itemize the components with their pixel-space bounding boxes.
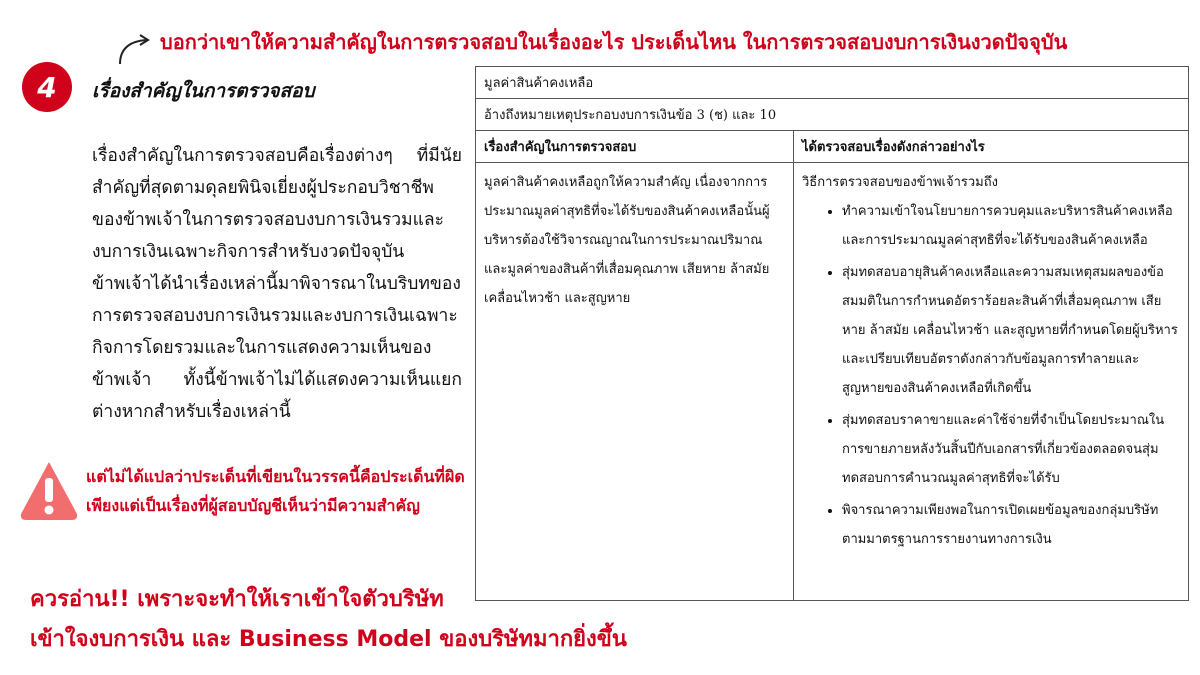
table-title-row: มูลค่าสินค้าคงเหลือ: [476, 67, 1188, 99]
list-item: • ทำความเข้าใจนโยบายการควบคุมและบริหารสินค้าคงเหลือ และการประมาณมูลค่าสุทธิที่จะได้รับของสินค้าคงเหลือ: [842, 197, 1180, 255]
list-item: • สุ่มทดสอบราคาขายและค่าใช้จ่ายที่จำเป็นโดยประมาณในการขายภายหลังวันสิ้นปีกับเอกสารที่เกี่ยวข้องตลอดจนสุ่มทดสอบการคำนวณมูลค่าสุทธิที่จะได้รับ: [842, 406, 1180, 493]
curved-arrow-icon: [112, 32, 154, 66]
warning-text: แต่ไม่ได้แปลว่าประเด็นที่เขียนในวรรคนี้คือประเด็นที่ผิด เพียงแต่เป็นเรื่องที่ผู้สอบบัญชีเห็นว่ามีความสำคัญ: [86, 467, 465, 515]
procedures-list: [802, 197, 1180, 554]
table-body-row: [476, 163, 1188, 600]
column-header-matter: เรื่องสำคัญในการตรวจสอบ: [476, 131, 794, 162]
section-number-badge: 4: [22, 62, 72, 112]
top-annotation: บอกว่าเขาให้ความสำคัญในการตรวจสอบในเรื่องอะไร ประเด็นไหน ในการตรวจสอบงบการเงินงวดปัจจุบัน: [160, 30, 1068, 54]
key-audit-matter-table: [475, 66, 1189, 601]
bottom-note-line-1: ควรอ่าน!! เพราะจะทำให้เราเข้าใจตัวบริษัท: [30, 587, 444, 612]
procedures-intro: วิธีการตรวจสอบของข้าพเจ้ารวมถึง: [802, 175, 998, 190]
procedures-cell: [794, 163, 1188, 600]
table-reference-row: อ้างถึงหมายเหตุประกอบงบการเงินข้อ 3 (ช) และ 10: [476, 99, 1188, 131]
matter-description: มูลค่าสินค้าคงเหลือถูกให้ความสำคัญ เนื่องจากการประมาณมูลค่าสุทธิที่จะได้รับของสินค้าคงเหลือนั้นผู้บริหารต้องใช้วิจารณญาณในการประมาณปริมาณและมูลค่าของสินค้าที่เสื่อมคุณภาพ เสียหาย ล้าสมัย เคลื่อนไหวช้า และสูญหาย: [476, 163, 794, 600]
list-item: • สุ่มทดสอบอายุสินค้าคงเหลือและความสมเหตุสมผลของข้อสมมติในการกำหนดอัตราร้อยละสินค้าที่เสื่อมคุณภาพ เสียหาย ล้าสมัย เคลื่อนไหวช้า และสูญหายที่กำหนดโดยผู้บริหาร และเปรียบเทียบอัตราดังกล่าวกับข้อมูลการทำลายและสูญหายของสินค้าคงเหลือที่เกิดขึ้น: [842, 258, 1180, 403]
section-heading: เรื่องสำคัญในการตรวจสอบ: [92, 80, 315, 102]
column-header-procedures: ได้ตรวจสอบเรื่องดังกล่าวอย่างไร: [802, 140, 985, 155]
body-paragraph: เรื่องสำคัญในการตรวจสอบคือเรื่องต่างๆ ที่มีนัยสำคัญที่สุดตามดุลยพินิจเยี่ยงผู้ประกอบวิชาชีพของข้าพเจ้าในการตรวจสอบงบการเงินรวมและงบการเงินเฉพาะกิจการสำหรับงวดปัจจุบัน ข้าพเจ้าได้นำเรื่องเหล่านี้มาพิจารณาในบริบทของการตรวจสอบงบการเงินรวมและงบการเงินเฉพาะกิจการโดยรวมและในการแสดงความเห็นของข้าพเจ้า ทั้งนี้ข้าพเจ้าไม่ได้แสดงความเห็นแยกต่างหากสำหรับเรื่องเหล่านี้: [92, 146, 462, 422]
list-item: • พิจารณาความเพียงพอในการเปิดเผยข้อมูลของกลุ่มบริษัทตามมาตรฐานการรายงานทางการเงิน: [842, 496, 1180, 554]
table-header-row: [476, 131, 1188, 163]
warning-icon: [18, 458, 80, 522]
bottom-note-line-2: เข้าใจงบการเงิน และ Business Model ของบริษัทมากยิ่งขึ้น: [30, 627, 627, 652]
